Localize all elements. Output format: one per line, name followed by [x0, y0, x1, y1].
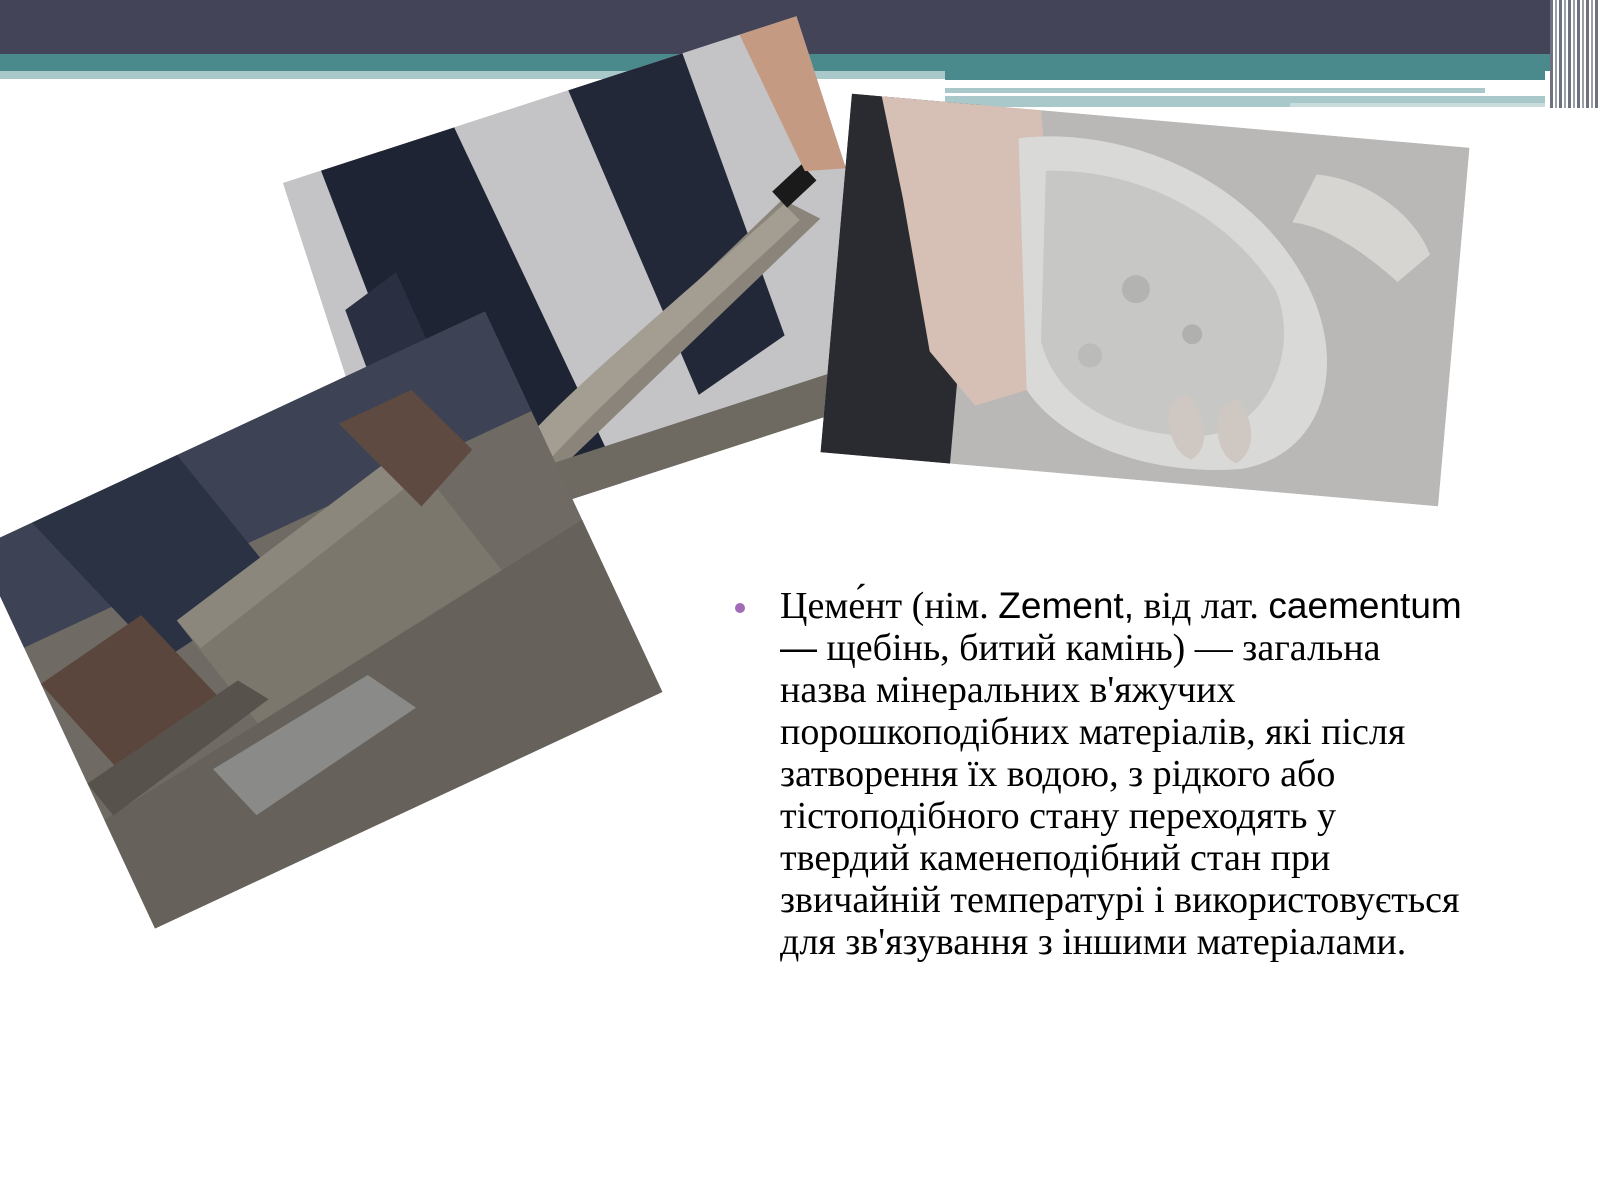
- header-teal-bar-right: [945, 71, 1545, 80]
- text-part-1: Цеме́нт (нім.: [780, 585, 999, 627]
- latin-word-zement: Zement,: [998, 585, 1134, 626]
- cement-powder-in-hands-photo: [820, 94, 1469, 507]
- text-part-2: від лат.: [1133, 585, 1269, 627]
- text-part-3: щебінь, битий камінь) — загальна назва мінеральних в'яжучих порошкоподібних матеріалів, які після затворення їх водою, з рідкого або тістоподібного стану переходять у твердий каменеподібний стан при звичайній температурі і використовується для зв'язування з іншими матеріалами.: [780, 627, 1460, 963]
- header-accent-line-3: [1290, 103, 1545, 107]
- cement-definition-bullet: [735, 585, 1475, 963]
- header-accent-line: [945, 88, 1485, 93]
- latin-word-caementum: caementum —: [780, 585, 1462, 668]
- bullet-marker: [735, 603, 745, 613]
- header-stripes: [1550, 0, 1600, 108]
- bullet-text: [780, 585, 1475, 963]
